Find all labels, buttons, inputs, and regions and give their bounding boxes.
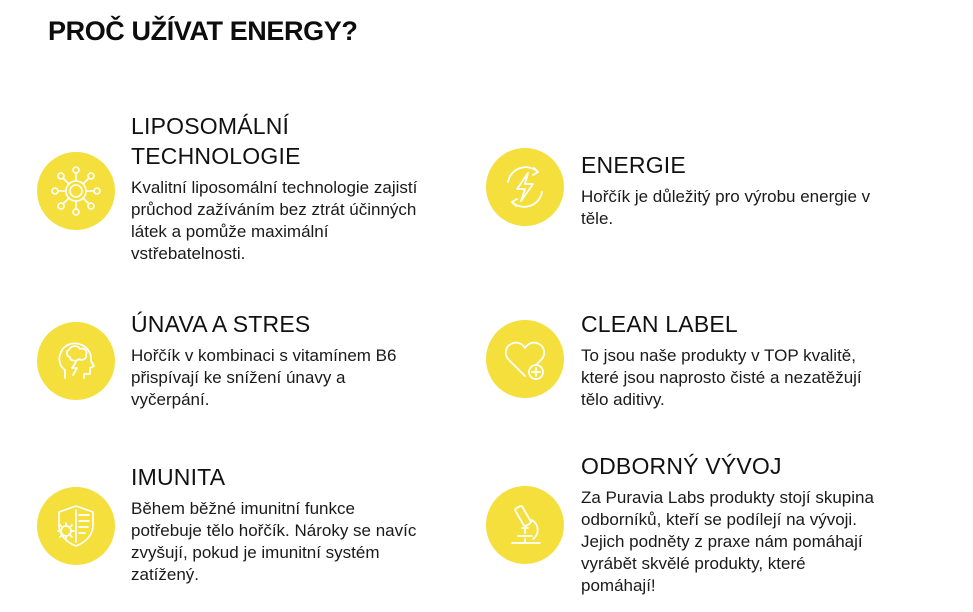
stressed-head-icon [37,322,115,400]
heart-plus-icon [486,320,564,398]
feature-title: ENERGIE [581,152,686,178]
virus-shield-icon [37,487,115,565]
feature-description: Kvalitní liposomální technologie zajistí průchod zažíváním bez ztrát účinných látek a pomůže maximální vstřebatelnosti. [131,178,418,263]
page-title: PROČ UŽÍVAT ENERGY? [48,16,358,46]
feature-description: To jsou naše produkty v TOP kvalitě, které jsou naprosto čisté a nezatěžují tělo aditivy. [581,346,862,409]
feature-title: ODBORNÝ VÝVOJ [581,453,782,479]
feature-title: LIPOSOMÁLNÍ TECHNOLOGIE [131,113,301,169]
feature-title: CLEAN LABEL [581,311,738,337]
liposome-icon [37,152,115,230]
feature-description: Během běžné imunitní funkce potřebuje tělo hořčík. Nároky se navíc zvyšují, pokud je imunitní systém zatížený. [131,499,417,584]
feature-title: IMUNITA [131,464,226,490]
feature-title: ÚNAVA A STRES [131,311,311,337]
feature-description: Za Puravia Labs produkty stojí skupina odborníků, kteří se podílejí na vývoji. Jejich podněty z praxe nám pomáhají vyrábět skvělé produkty, které pomáhají! [581,488,874,595]
feature-description: Hořčík je důležitý pro výrobu energie v těle. [581,187,871,228]
feature-description: Hořčík v kombinaci s vitamínem B6 přispívají ke snížení únavy a vyčerpání. [131,346,397,409]
microscope-icon [486,486,564,564]
lightning-cycle-icon [486,148,564,226]
